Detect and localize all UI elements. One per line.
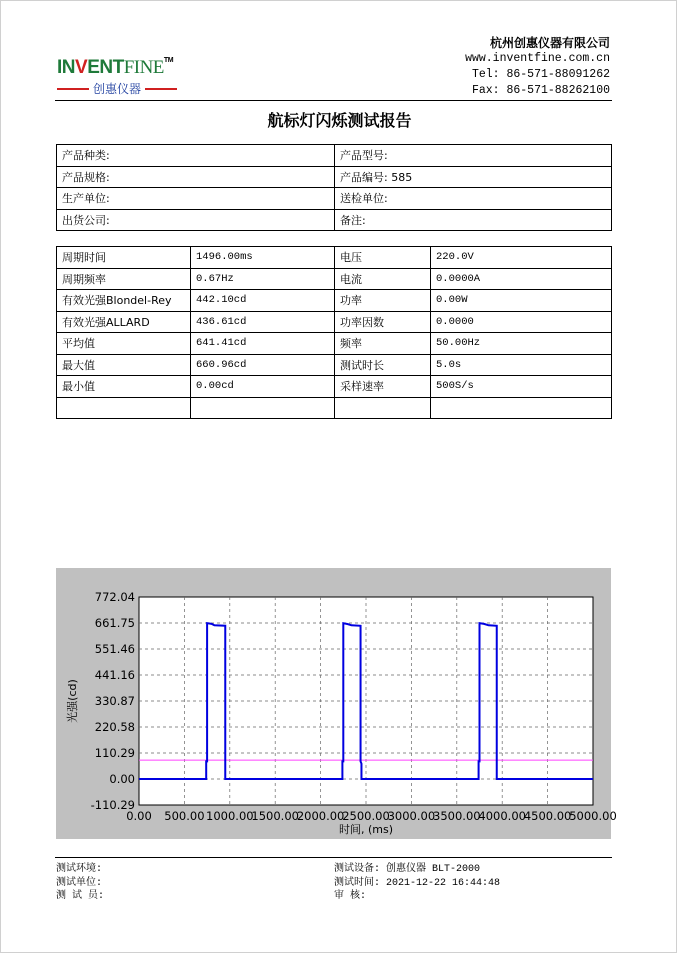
report-title: 航标灯闪烁测试报告 xyxy=(267,111,412,130)
y-tick-label: -110.29 xyxy=(90,798,135,812)
measurement-value: 660.96cd xyxy=(191,354,335,376)
website: www.inventfine.com.cn xyxy=(465,52,610,65)
measurement-row xyxy=(57,376,612,398)
footer-field: 测试单位: xyxy=(56,877,103,889)
footer-field: 审 核: xyxy=(334,891,367,902)
measurement-row xyxy=(57,397,612,419)
x-tick-label: 3500.00 xyxy=(433,809,481,823)
measurement-value: 500S/s xyxy=(431,376,612,398)
measurement-label: 功率因数 xyxy=(335,311,431,333)
footer-field: 测试环境: xyxy=(56,864,103,875)
measurement-value: 442.10cd xyxy=(191,290,335,312)
x-tick-label: 4000.00 xyxy=(478,809,526,823)
measurement-label: 采样速率 xyxy=(335,376,431,398)
product-info-table xyxy=(56,144,612,231)
x-tick-label: 2500.00 xyxy=(342,809,390,823)
info-cell: 备注: xyxy=(335,209,612,231)
measurement-label: 频率 xyxy=(335,333,431,355)
measurement-value: 0.0000A xyxy=(431,268,612,290)
measurement-label: 周期频率 xyxy=(57,268,191,290)
measurement-table xyxy=(56,246,612,419)
footer-left xyxy=(56,863,104,904)
divider xyxy=(55,100,612,101)
measurement-row xyxy=(57,290,612,312)
x-tick-label: 4500.00 xyxy=(523,809,572,823)
x-tick-label: 5000.00 xyxy=(569,809,617,823)
footer-field: 测 试 员: xyxy=(56,891,105,902)
info-cell: 产品型号: xyxy=(335,145,612,167)
info-cell: 产品种类: xyxy=(57,145,335,167)
measurement-value xyxy=(191,397,335,419)
footer-field: 测试时间: 2021-12-22 16:44:48 xyxy=(334,877,501,889)
x-tick-label: 0.00 xyxy=(126,809,152,823)
info-row xyxy=(57,209,612,231)
measurement-row xyxy=(57,354,612,376)
y-tick-label: 330.87 xyxy=(94,694,135,708)
y-tick-label: 661.75 xyxy=(94,616,135,630)
x-axis-label: 时间, (ms) xyxy=(338,823,394,836)
company-info xyxy=(465,35,610,99)
measurement-label: 电流 xyxy=(335,268,431,290)
measurement-label xyxy=(57,397,191,419)
measurement-value: 436.61cd xyxy=(191,311,335,333)
measurement-value: 5.0s xyxy=(431,354,612,376)
intensity-chart xyxy=(56,568,617,839)
measurement-label: 平均值 xyxy=(57,333,191,355)
measurement-value: 220.0V xyxy=(431,247,612,269)
measurement-label xyxy=(335,397,431,419)
measurement-value: 0.00cd xyxy=(191,376,335,398)
info-row xyxy=(57,145,612,167)
x-tick-label: 500.00 xyxy=(164,809,205,823)
y-tick-label: 772.04 xyxy=(94,590,135,604)
info-row xyxy=(57,188,612,210)
x-tick-label: 3000.00 xyxy=(387,809,436,823)
telephone: Tel: 86-571-88091262 xyxy=(471,68,610,81)
measurement-value: 1496.00ms xyxy=(191,247,335,269)
measurement-row xyxy=(57,247,612,269)
measurement-label: 周期时间 xyxy=(57,247,191,269)
y-tick-label: 0.00 xyxy=(109,772,135,786)
measurement-label: 测试时长 xyxy=(335,354,431,376)
y-tick-label: 220.58 xyxy=(94,720,135,734)
measurement-value xyxy=(431,397,612,419)
divider xyxy=(55,857,612,858)
measurement-label: 最小值 xyxy=(57,376,191,398)
x-tick-label: 2000.00 xyxy=(296,809,345,823)
footer-right xyxy=(334,863,500,904)
fax: Fax: 86-571-88262100 xyxy=(471,84,610,97)
info-cell: 送检单位: xyxy=(335,188,612,210)
chart-panel xyxy=(56,568,617,839)
measurement-value: 641.41cd xyxy=(191,333,335,355)
company-name: 杭州创惠仪器有限公司 xyxy=(489,36,610,50)
measurement-label: 有效光强ALLARD xyxy=(57,311,191,333)
info-cell: 出货公司: xyxy=(57,209,335,231)
measurement-value: 0.00W xyxy=(431,290,612,312)
measurement-value: 0.67Hz xyxy=(191,268,335,290)
measurement-label: 最大值 xyxy=(57,354,191,376)
y-axis-label: 光强(cd) xyxy=(66,679,79,723)
info-cell: 产品规格: xyxy=(57,166,335,188)
company-logo: INVENTFINE™ 创惠仪器 xyxy=(57,57,177,97)
measurement-label: 电压 xyxy=(335,247,431,269)
measurement-label: 功率 xyxy=(335,290,431,312)
measurement-value: 0.0000 xyxy=(431,311,612,333)
measurement-label: 有效光强Blondel-Rey xyxy=(57,290,191,312)
x-tick-label: 1000.00 xyxy=(206,809,254,823)
measurement-value: 50.00Hz xyxy=(431,333,612,355)
y-tick-label: 441.16 xyxy=(94,668,135,682)
measurement-row xyxy=(57,311,612,333)
info-row xyxy=(57,166,612,188)
y-tick-label: 110.29 xyxy=(94,746,135,760)
x-tick-label: 1500.00 xyxy=(251,809,299,823)
measurement-row xyxy=(57,268,612,290)
y-tick-label: 551.46 xyxy=(94,642,135,656)
footer-field: 测试设备: 创惠仪器 BLT-2000 xyxy=(334,864,481,875)
info-cell: 产品编号: 585 xyxy=(335,166,612,188)
measurement-row xyxy=(57,333,612,355)
info-cell: 生产单位: xyxy=(57,188,335,210)
